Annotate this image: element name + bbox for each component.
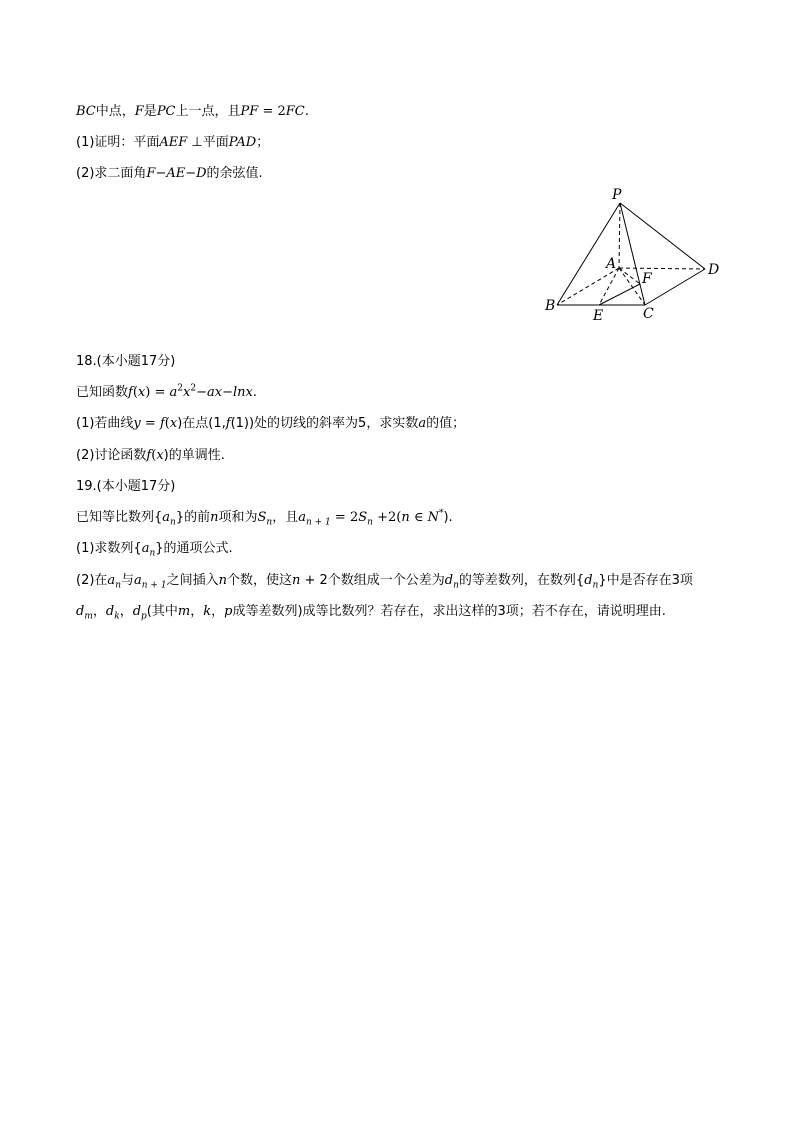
label-B: B [545, 298, 556, 314]
edge-PA [619, 203, 620, 268]
pyramid-figure [540, 186, 730, 328]
label-C: C [643, 306, 654, 322]
p17-condition-line: BC中点，F是PC上一点，且PF = 2FC. [76, 104, 309, 119]
p19-question-2-line1: (2)在$a_n$与$a_{n + 1}$之间插入n个数，使这n + 2个数组成一个公差为$d_n$的等差数列，在数列$\{d_n\}$中是否存在3项 [76, 573, 693, 591]
edge-PD [620, 203, 705, 269]
p19-question-1: (1)求数列$\{a_n\}$的通项公式. [76, 541, 233, 559]
label-E: E [593, 308, 604, 324]
p18-heading: 18.(本小题17分) [76, 354, 176, 369]
label-F: F [642, 271, 652, 287]
edge-PC [620, 203, 645, 305]
label-P: P [612, 187, 622, 203]
p19-heading: 19.(本小题17分) [76, 479, 176, 494]
p18-question-2: (2)讨论函数f(x)的单调性. [76, 448, 225, 463]
label-D: D [708, 262, 720, 278]
p19-intro: 已知等比数列$\{a_n\}$的前n项和为$S_n$，且$a_{n + 1} = 2S_n +2(n$ ∈ N*). [76, 508, 453, 528]
p17-question-1: (1)证明：平面AEF ⊥平面PAD； [76, 135, 270, 150]
edge-CD [645, 269, 705, 305]
edge-PB [557, 203, 620, 305]
p17-question-2: (2)求二面角F−AE−D的余弦值. [76, 166, 263, 181]
p19-question-2-line2: $d_m$，$d_k$，$d_p$(其中m，k，p成等差数列)成等比数列？若存在，求出这样的3项；若不存在，请说明理由. [76, 604, 666, 622]
p18-question-1: (1)若曲线y = f(x)在点(1,f(1))处的切线的斜率为5，求实数a的值； [76, 416, 466, 431]
p18-intro: 已知函数$f(x) = a^2x^2-ax-\ln x$. [76, 383, 257, 400]
label-A: A [606, 256, 617, 272]
edge-AD [619, 268, 705, 269]
